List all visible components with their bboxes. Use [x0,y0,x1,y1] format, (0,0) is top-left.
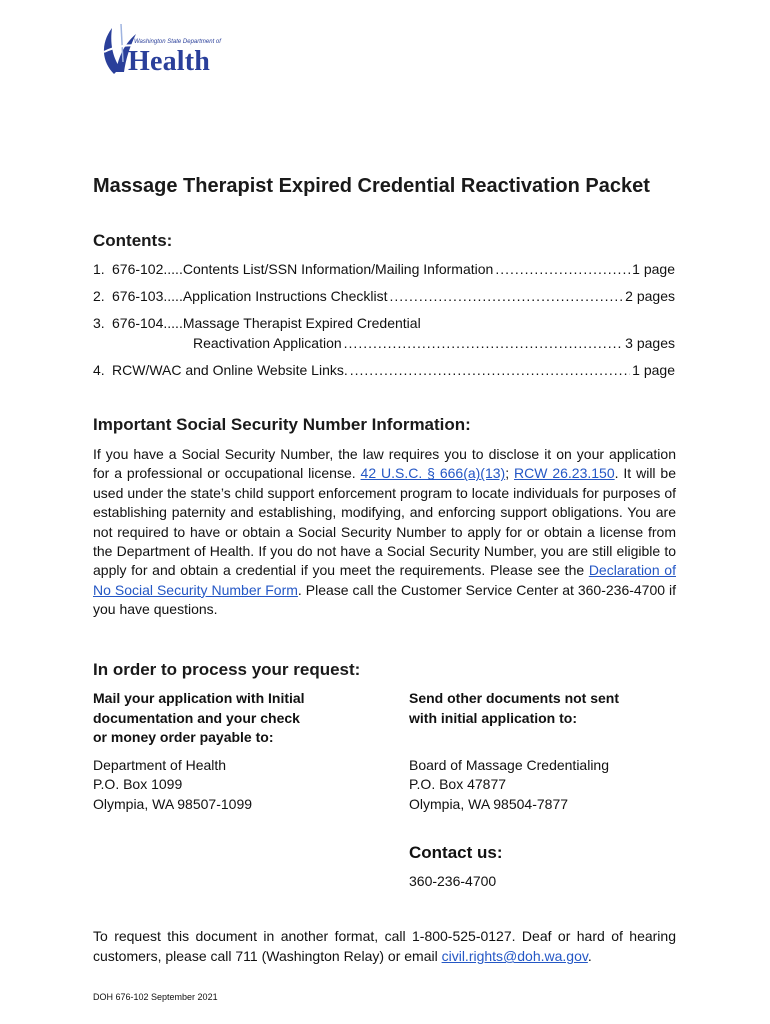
mail-application-column [93,689,383,814]
contents-item-number: 2. [93,288,105,304]
ssn-text: . Please call the Customer Service Center at 360-236-4700 if you have questions. [93,581,677,618]
contents-item-text: 676-102.....Contents List/SSN Information/Mailing Information [112,261,494,277]
contents-item-pages: 1 page [632,261,675,277]
leader-dots [389,286,623,306]
contents-item [93,286,675,306]
heading-line: or money order payable to: [93,729,274,745]
address-line: Olympia, WA 98504-7877 [409,795,569,812]
board-address [409,756,679,815]
usc-link[interactable]: 42 U.S.C. § 666(a)(13) [360,465,506,482]
rcw-link[interactable]: RCW 26.23.150 [514,465,615,482]
ssn-heading: Important Social Security Number Information: [93,415,471,434]
accessibility-note [93,926,676,966]
civil-rights-email-link[interactable]: civil.rights@doh.wa.gov [441,948,588,964]
contact-heading: Contact us: [409,843,503,862]
page-title: Massage Therapist Expired Credential Reactivation Packet [93,175,650,197]
heading-line: Send other documents not sent [409,690,620,706]
contents-item-number: 4. [93,362,105,378]
contents-item-text-continued: Reactivation Application [193,335,342,351]
accessibility-text: To request this document in another format, call 1-800-525-0127. Deaf or hard of hearing customers, please call 711 (Washington Relay) or email [93,928,676,964]
mail-application-heading [93,689,383,748]
document-id: DOH 676-102 September 2021 [93,992,218,1002]
address-line: P.O. Box 47877 [409,776,507,792]
heading-line: with initial application to: [409,709,577,726]
contents-item-pages: 1 page [632,362,675,378]
contents-item-pages: 3 pages [625,335,675,351]
other-documents-column [409,689,679,814]
request-heading: In order to process your request: [93,660,361,679]
leader-dots [344,333,624,353]
no-ssn-declaration-link[interactable]: Declaration of No Social Security Number Form [93,562,676,598]
leader-dots [495,259,630,279]
contents-item-text: RCW/WAC and Online Website Links. [112,362,348,378]
contact-phone: 360-236-4700 [409,873,497,889]
agency-logo-text: Health [128,46,211,77]
contents-item [93,259,675,279]
address-line: Board of Massage Credentialing [409,756,610,773]
doh-logo [94,22,224,78]
mail-address [93,756,383,815]
heading-line: documentation and your check [93,709,300,726]
accessibility-text-end: . [587,948,592,964]
address-line: P.O. Box 1099 [93,776,183,792]
other-documents-heading [409,689,679,728]
contents-item-pages: 2 pages [625,288,675,304]
ssn-text: . It will be used under the state’s child support enforcement program to locate individuals for purposes of establishing paternity and establishing, modifying, and enforcing support obligations. You are not required to have or obtain a Social Security Number to apply for or obtain a license from the Department of Health. If you do not have a Social Security Number, you are still eligible to apply for and obtain a credential if you meet the requirements. Please see the [93,465,677,579]
ssn-text: If you have a Social Security Number, the law requires you to disclose it on your application for a professional or occupational license. [93,446,676,482]
contents-item-number: 1. [93,261,105,277]
leader-dots [350,360,630,380]
contents-item [93,313,675,353]
contents-item-text: 676-104.....Massage Therapist Expired Credential [112,315,421,331]
heading-line: Mail your application with Initial [93,690,305,706]
address-line: Department of Health [93,756,227,773]
contents-heading: Contents: [93,231,173,250]
contents-item [93,360,675,380]
contents-item-text: 676-103.....Application Instructions Checklist [112,288,388,304]
ssn-separator: ; [505,465,514,482]
address-line: Olympia, WA 98507-1099 [93,795,253,812]
agency-name: Washington State Department of [134,39,221,45]
contents-item-number: 3. [93,315,105,331]
ssn-paragraph [93,445,676,620]
